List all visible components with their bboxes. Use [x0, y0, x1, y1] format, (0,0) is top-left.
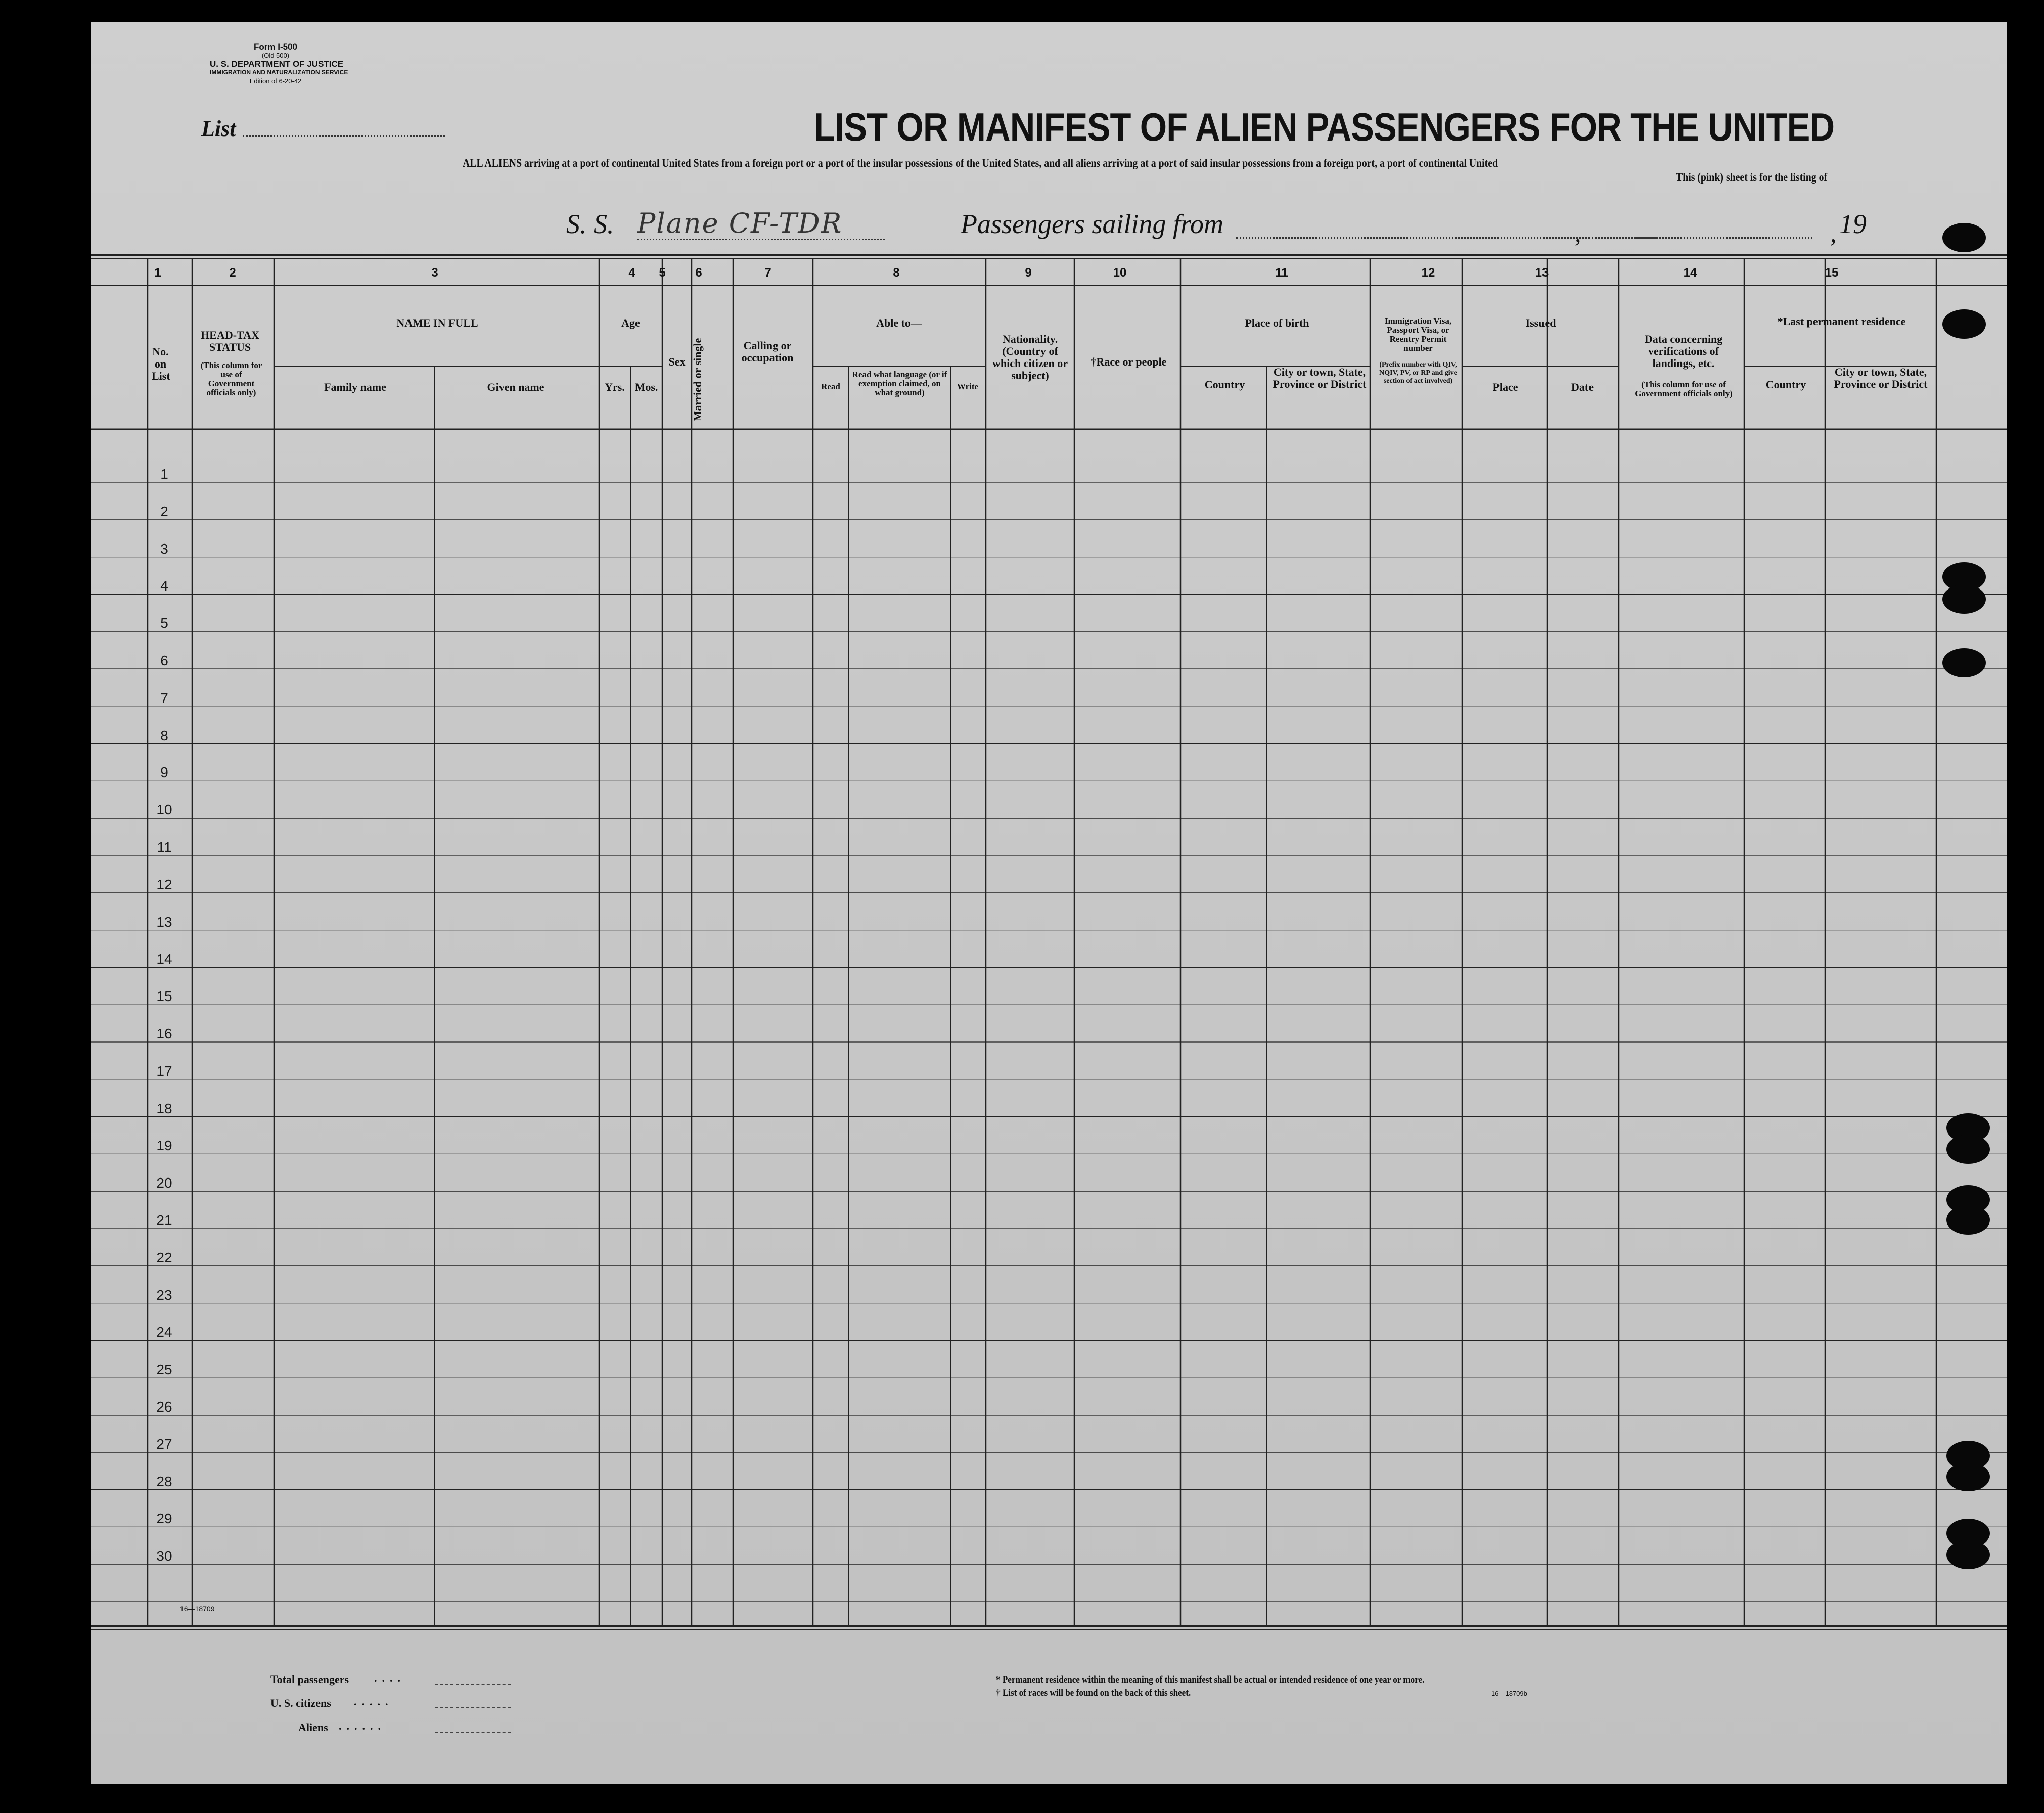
col-num-1: 1 [154, 266, 161, 280]
binder-hole [1946, 1205, 1990, 1235]
ss-prefix: S. S. [566, 209, 614, 239]
row-number: 24 [156, 1324, 172, 1340]
manifest-grid [91, 22, 2007, 1784]
header-read-language: Read what language (or if exemption claimed, on what ground) [852, 370, 947, 397]
row-number: 20 [156, 1175, 172, 1191]
subtitle-line-2: This (pink) sheet is for the listing of [1676, 171, 1828, 184]
print-code-left: 16—18709 [180, 1605, 215, 1613]
row-number: 1 [160, 466, 168, 482]
form-number: Form I-500 [254, 42, 297, 52]
row-number: 8 [160, 727, 168, 743]
col-num-11: 11 [1275, 266, 1288, 280]
row-number: 25 [156, 1362, 172, 1378]
row-number: 3 [160, 540, 168, 557]
header-birth-country: Country [1204, 378, 1245, 391]
row-number: 23 [156, 1287, 172, 1303]
sailing-from-label: Passengers sailing from [961, 209, 1224, 239]
vessel-name-handwritten[interactable]: Plane CF-TDR [637, 207, 843, 239]
header-landing-data: Data concerning verifications of landings, etc. [1644, 333, 1723, 370]
row-number: 11 [157, 839, 172, 855]
binder-hole [1942, 223, 1986, 252]
row-number: 27 [156, 1436, 172, 1452]
col-num-14: 14 [1683, 266, 1697, 280]
row-number: 6 [160, 653, 168, 668]
col-num-9: 9 [1025, 266, 1032, 280]
year-prefix: 19 [1839, 209, 1867, 239]
header-calling-or-occupation: Calling or occupation [741, 339, 794, 364]
row-number: 30 [156, 1548, 172, 1564]
header-visa-note: (Prefix number with QIV, NQIV, PV, or RP and give section of act involved) [1379, 361, 1457, 385]
header-given-name: Given name [487, 381, 544, 393]
row-number: 10 [156, 802, 172, 818]
row-number: 18 [156, 1100, 172, 1116]
list-label: List [201, 116, 236, 141]
total-passengers-label: Total passengers [270, 1673, 349, 1686]
header-age: Age [621, 316, 640, 329]
footnote-permanent-residence: * Permanent residence within the meaning of this manifest shall be actual or intended residence of one year or more. [996, 1674, 1425, 1685]
header-residence-country: Country [1765, 378, 1806, 391]
binder-hole [1946, 1135, 1990, 1164]
row-number: 15 [156, 988, 172, 1005]
binder-hole [1946, 1540, 1990, 1569]
service-name: IMMIGRATION AND NATURALIZATION SERVICE [210, 69, 348, 76]
header-birth-city: City or town, State, Province or District [1273, 366, 1367, 390]
aliens-label: Aliens [298, 1721, 328, 1734]
col-num-3: 3 [431, 266, 438, 280]
col-num-6: 6 [695, 266, 702, 280]
binder-hole [1942, 309, 1986, 339]
col-num-13: 13 [1535, 266, 1549, 280]
header-nationality: Nationality. (Country of which citizen or subject) [992, 333, 1068, 382]
page-title: LIST OR MANIFEST OF ALIEN PASSENGERS FOR THE UNITED [814, 105, 1835, 149]
us-citizens-label: U. S. citizens [270, 1697, 331, 1709]
header-visa-number: Immigration Visa, Passport Visa, or Reentry Permit number [1384, 316, 1452, 353]
row-number: 16 [156, 1026, 172, 1041]
binder-hole [1942, 584, 1986, 614]
manifest-sheet [91, 22, 2007, 1784]
row-number: 2 [160, 503, 168, 519]
binder-hole [1942, 648, 1986, 677]
header-landing-data-note: (This column for use of Government officials only) [1634, 380, 1733, 398]
header-head-tax-note: (This column for use of Government officials only) [200, 360, 262, 397]
header-place-of-birth: Place of birth [1245, 316, 1309, 329]
subtitle-line-1: ALL ALIENS arriving at a port of continental United States from a foreign port or a port of the insular possessions of the United States, and all aliens arriving at a port of said insular possessions from a foreign port, a port of continental United [463, 157, 1498, 169]
row-number: 21 [156, 1212, 172, 1228]
footnote-races: † List of races will be found on the back of this sheet. [996, 1688, 1191, 1698]
header-write: Write [957, 382, 979, 391]
header-name-in-full: NAME IN FULL [396, 316, 478, 329]
header-head-tax: HEAD-TAX STATUS [201, 329, 259, 353]
header-issued-place: Place [1492, 381, 1518, 393]
row-number: 4 [160, 578, 168, 594]
col-num-8: 8 [893, 266, 900, 280]
header-age-years: Yrs. [605, 381, 625, 393]
row-number: 5 [160, 615, 168, 631]
us-citizens-field[interactable] [435, 1707, 511, 1708]
col-num-2: 2 [229, 266, 236, 280]
row-number: 29 [156, 1511, 172, 1527]
col-num-7: 7 [764, 266, 771, 280]
header-issued: Issued [1525, 316, 1556, 329]
row-number: 28 [156, 1473, 172, 1489]
dots-1: .... [374, 1671, 405, 1684]
row-number: 22 [156, 1249, 172, 1265]
row-number: 12 [156, 876, 172, 892]
binder-hole [1946, 1462, 1990, 1491]
header-age-months: Mos. [634, 381, 658, 393]
header-sex: Sex [668, 355, 686, 368]
row-number: 9 [160, 764, 168, 781]
header-able-to: Able to— [876, 316, 922, 329]
total-passengers-field[interactable] [435, 1684, 511, 1685]
form-old-number: (Old 500) [261, 52, 290, 59]
row-number: 26 [156, 1399, 172, 1415]
header-no-on-list: No. on List [152, 345, 170, 382]
row-number: 17 [156, 1063, 172, 1079]
comma-2: , [1830, 219, 1837, 247]
col-num-5: 5 [659, 266, 666, 280]
col-num-10: 10 [1113, 266, 1127, 280]
edition-date: Edition of 6-20-42 [249, 77, 302, 85]
col-num-4: 4 [628, 266, 635, 280]
header-family-name: Family name [324, 381, 386, 393]
row-number: 19 [156, 1138, 172, 1154]
row-number: 13 [156, 914, 172, 930]
header-read: Read [821, 382, 840, 391]
header-issued-date: Date [1571, 381, 1594, 393]
row-number: 14 [156, 951, 172, 967]
header-race-or-people: †Race or people [1091, 355, 1167, 368]
col-num-15: 15 [1825, 266, 1839, 280]
header-last-residence: *Last permanent residence [1777, 315, 1906, 328]
dots-3: ...... [339, 1719, 386, 1732]
row-number: 7 [160, 690, 168, 706]
header-residence-city: City or town, State, Province or District [1834, 366, 1928, 390]
header-married-or-single: Married or single [691, 338, 704, 422]
aliens-field[interactable] [435, 1732, 511, 1733]
print-code-right: 16—18709b [1491, 1690, 1527, 1697]
dots-2: ..... [354, 1695, 393, 1708]
col-num-12: 12 [1421, 266, 1435, 280]
comma: , [1575, 219, 1581, 247]
department-name: U. S. DEPARTMENT OF JUSTICE [210, 59, 344, 69]
